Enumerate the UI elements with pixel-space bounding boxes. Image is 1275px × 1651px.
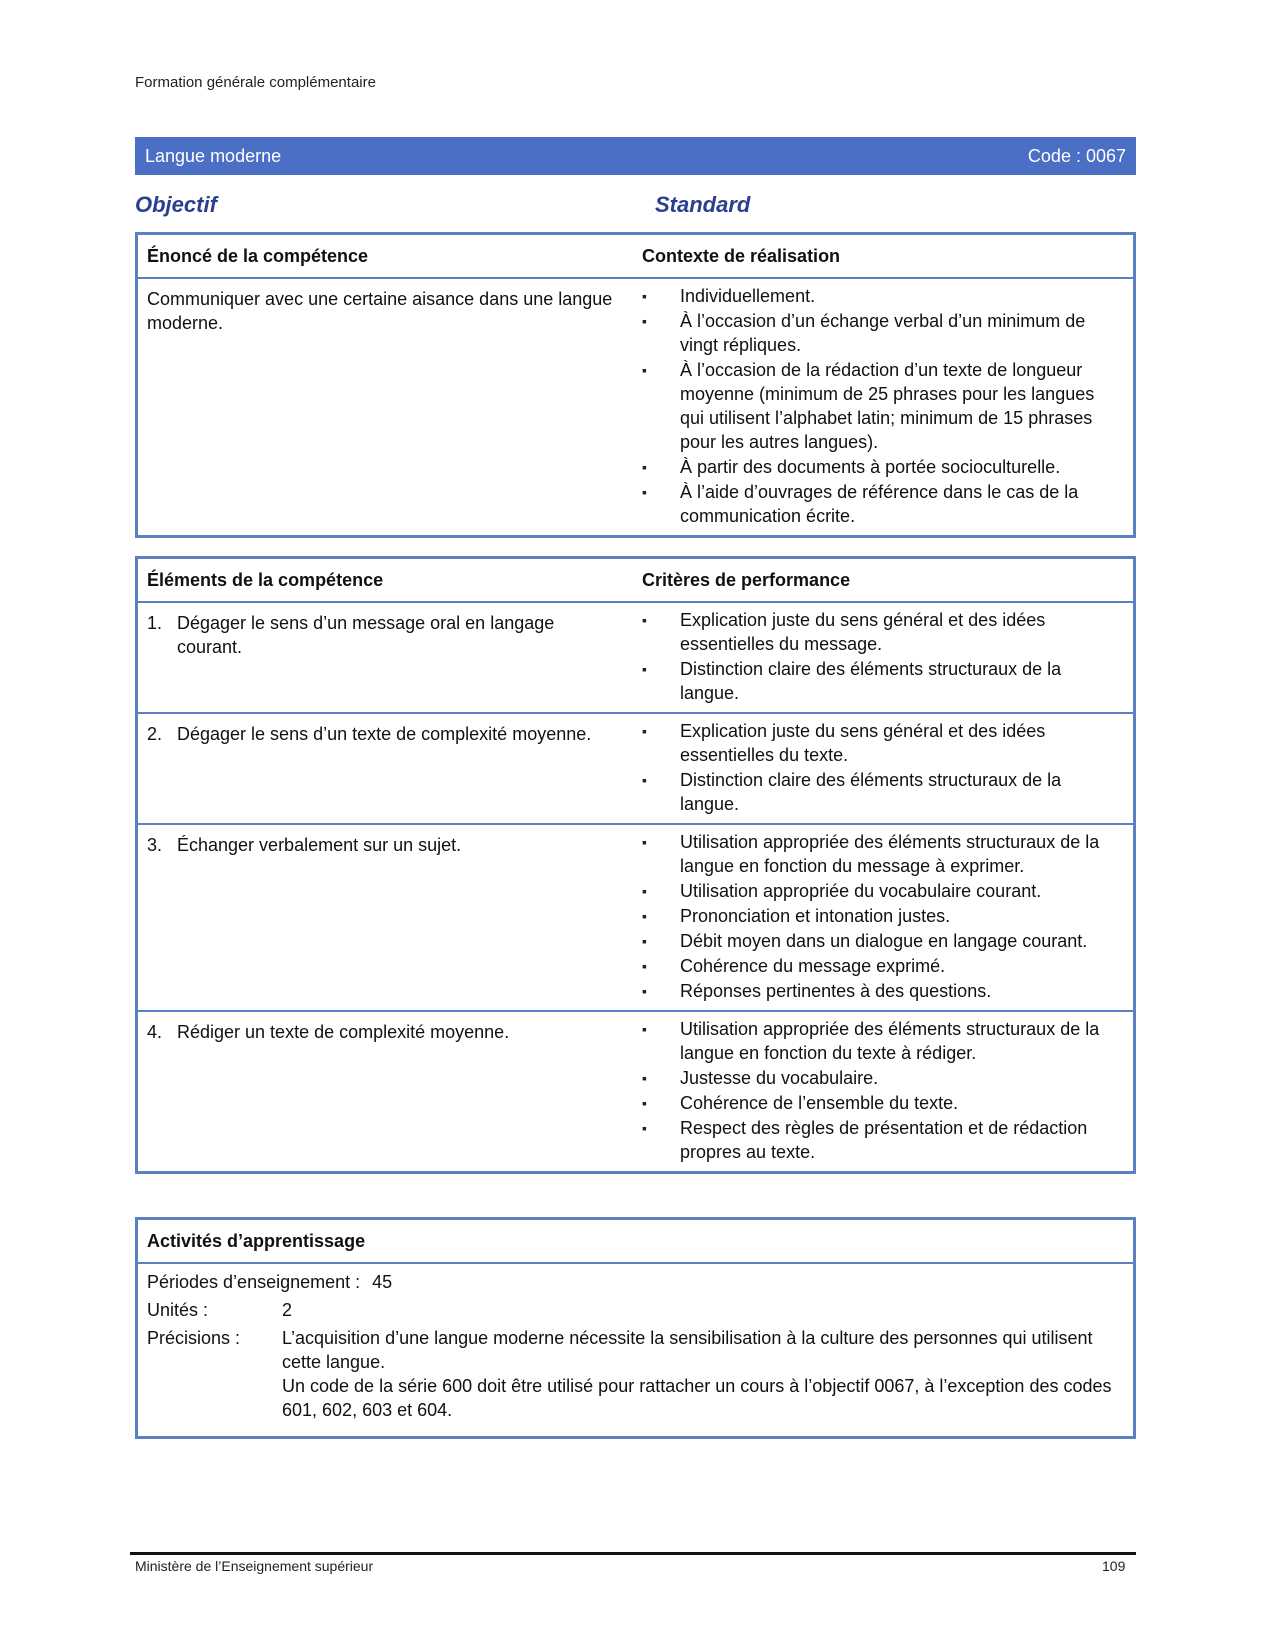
element-row <box>138 823 1133 1010</box>
element-row <box>138 712 1133 823</box>
title-bar <box>135 137 1136 175</box>
units-line <box>147 1298 1124 1322</box>
list-item: ▪ À partir des documents à portée socioculturelle. <box>642 455 1123 479</box>
objective-label: Objectif <box>135 192 217 217</box>
precisions-label: Précisions : <box>147 1328 241 1348</box>
list-item: ▪ Cohérence de l’ensemble du texte. <box>642 1091 1123 1115</box>
periods-line <box>147 1270 1124 1294</box>
activities-heading-row <box>138 1220 1133 1264</box>
list-item: ▪ À l’occasion de la rédaction d’un texte de longueur moyenne (minimum de 25 phrases pour les langues qui utilisent l’alphabet latin; minimum de 15 phrases pour les autres langues). <box>642 358 1123 454</box>
list-item: ▪ Respect des règles de présentation et de rédaction propres au texte. <box>642 1116 1123 1164</box>
criteria-list <box>642 719 1123 816</box>
element-2 <box>147 722 618 746</box>
footer-rule <box>130 1552 1136 1555</box>
list-item: ▪ À l’aide d’ouvrages de référence dans le cas de la communication écrite. <box>642 480 1123 528</box>
list-item: ▪ À l’occasion d’un échange verbal d’un minimum de vingt répliques. <box>642 309 1123 357</box>
list-item: ▪ Utilisation appropriée du vocabulaire courant. <box>642 879 1123 903</box>
standard-label: Standard <box>655 192 751 217</box>
criteria-list <box>642 608 1123 705</box>
list-item: ▪ Distinction claire des éléments structuraux de la langue. <box>642 657 1123 705</box>
footer-ministry: Ministère de l’Enseignement supérieur <box>135 1558 374 1574</box>
list-item: ▪ Justesse du vocabulaire. <box>642 1066 1123 1090</box>
objective-standard-row <box>135 192 1136 218</box>
course-code: Code : 0067 <box>1027 145 1126 166</box>
page-number: 109 <box>1102 1558 1126 1574</box>
element-1 <box>147 611 618 659</box>
criteria-list <box>642 1017 1123 1164</box>
element-4 <box>147 1020 618 1044</box>
element-text: Dégager le sens d’un message oral en langage courant. <box>177 613 555 657</box>
list-item: ▪ Explication juste du sens général et des idées essentielles du message. <box>642 608 1123 656</box>
precision-paragraph: Un code de la série 600 doit être utilisé pour rattacher un cours à l’objectif 0067, à l’exception des codes 601, 602, 603 et 604. <box>282 1376 1112 1420</box>
course-title: Langue moderne <box>145 145 282 166</box>
elements-heading: Éléments de la compétence <box>147 569 384 590</box>
element-row <box>138 603 1133 712</box>
activities-section <box>135 1217 1136 1439</box>
competence-statement: Communiquer avec une certaine aisance dans une langue moderne. <box>147 289 613 333</box>
competence-section <box>135 232 1136 538</box>
element-text: Dégager le sens d’un texte de complexité moyenne. <box>177 724 592 744</box>
list-item: ▪ Débit moyen dans un dialogue en langage courant. <box>642 929 1123 953</box>
context-list <box>642 284 1123 528</box>
competence-row <box>138 279 1133 535</box>
list-item: ▪ Explication juste du sens général et des idées essentielles du texte. <box>642 719 1123 767</box>
units-value: 2 <box>282 1300 293 1320</box>
competence-heading: Énoncé de la compétence <box>147 245 369 266</box>
list-item: ▪ Cohérence du message exprimé. <box>642 954 1123 978</box>
criteria-heading: Critères de performance <box>642 569 851 590</box>
precisions-line <box>147 1326 1124 1422</box>
list-item: ▪ Individuellement. <box>642 284 1123 308</box>
list-item: ▪ Réponses pertinentes à des questions. <box>642 979 1123 1003</box>
periods-value: 45 <box>372 1272 393 1292</box>
element-number: 3. <box>147 835 163 855</box>
list-item: ▪ Utilisation appropriée des éléments structuraux de la langue en fonction du message à exprimer. <box>642 830 1123 878</box>
element-number: 1. <box>147 613 163 633</box>
list-item: ▪ Distinction claire des éléments structuraux de la langue. <box>642 768 1123 816</box>
precision-paragraph: L’acquisition d’une langue moderne nécessite la sensibilisation à la culture des personnes qui utilisent cette langue. <box>282 1328 1093 1372</box>
competence-heading-row <box>138 235 1133 279</box>
list-item: ▪ Utilisation appropriée des éléments structuraux de la langue en fonction du texte à rédiger. <box>642 1017 1123 1065</box>
elements-heading-row <box>138 559 1133 603</box>
elements-section <box>135 556 1136 1174</box>
element-text: Rédiger un texte de complexité moyenne. <box>177 1022 510 1042</box>
precisions-text <box>282 1326 1124 1422</box>
element-3 <box>147 833 618 857</box>
periods-label: Périodes d’enseignement : <box>147 1272 361 1292</box>
element-number: 4. <box>147 1022 163 1042</box>
criteria-list <box>642 830 1123 1003</box>
units-label: Unités : <box>147 1300 209 1320</box>
page-header: Formation générale complémentaire <box>135 74 376 91</box>
list-item: ▪ Prononciation et intonation justes. <box>642 904 1123 928</box>
activities-heading: Activités d’apprentissage <box>147 1230 366 1251</box>
element-number: 2. <box>147 724 163 744</box>
element-row <box>138 1010 1133 1171</box>
element-text: Échanger verbalement sur un sujet. <box>177 835 462 855</box>
context-heading: Contexte de réalisation <box>642 245 841 266</box>
